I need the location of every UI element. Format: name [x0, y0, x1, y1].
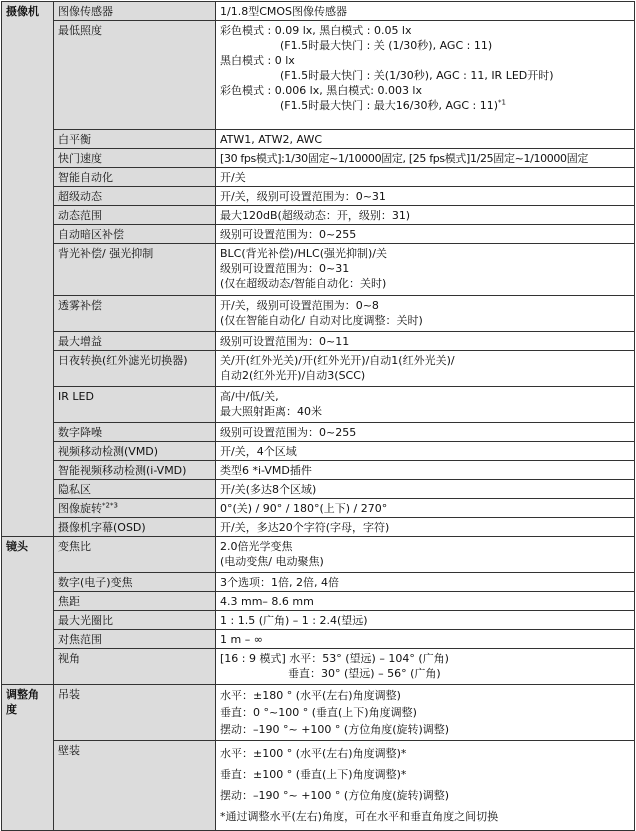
value-line: 4.3 mm– 8.6 mm [220, 595, 314, 608]
table-row [2, 187, 635, 206]
spec-name: 变焦比 [54, 537, 216, 573]
table-row [2, 649, 635, 685]
spec-value [216, 573, 635, 592]
value-line: 自动2(红外光开)/自动3(SCC) [220, 369, 366, 382]
spec-name: 图像传感器 [54, 2, 216, 21]
spec-value [216, 206, 635, 225]
value-line: 水平：±100 ° (水平(左右)角度调整)* [220, 747, 407, 760]
value-line: [16 : 9 模式] 水平：53° (望远) – 104° (广角) [220, 652, 449, 665]
spec-value [216, 130, 635, 149]
footnote-mark: *1 [498, 98, 506, 107]
spec-value [216, 537, 635, 573]
value-line: 摆动：–190 °~ +100 ° (方位角度(旋转)调整) [220, 789, 450, 802]
spec-value [216, 149, 635, 168]
spec-value [216, 461, 635, 480]
spec-name: 智能视频移动检测(i-VMD) [54, 461, 216, 480]
table-row [2, 480, 635, 499]
spec-name: 对焦范围 [54, 630, 216, 649]
value-line: 1 : 1.5 (广角) – 1 : 2.4(望远) [220, 614, 368, 627]
spec-value [216, 442, 635, 461]
spec-name: 视角 [54, 649, 216, 685]
spec-value [216, 244, 635, 296]
table-row [2, 537, 635, 573]
value-line: BLC(背光补偿)/HLC(强光抑制)/关 [220, 247, 388, 260]
value-line: ATW1, ATW2, AWC [220, 133, 322, 146]
table-row [2, 130, 635, 149]
value-line: 开/关，级别可设置范围为：0~31 [220, 190, 386, 203]
value-line: 开/关，4个区域 [220, 445, 297, 458]
table-row [2, 518, 635, 537]
footnote-mark: *2*3 [102, 501, 118, 510]
value-line: 开/关，级别可设置范围为：0~8 [220, 299, 379, 312]
spec-name: 最大增益 [54, 332, 216, 351]
spec-value [216, 423, 635, 442]
value-line: 开/关，多达20个字符(字母，字符) [220, 521, 390, 534]
spec-value [216, 168, 635, 187]
value-line: [30 fps模式]:1/30固定~1/10000固定, [25 fps模式]1/25固定~1/10000固定 [220, 152, 589, 165]
spec-sheet [1, 1, 635, 831]
value-line: 开/关(多达8个区域) [220, 483, 317, 496]
value-line: 级别可设置范围为：0~255 [220, 426, 357, 439]
value-line: 最大照射距离：40米 [220, 405, 322, 418]
spec-value [216, 21, 635, 130]
spec-value [216, 387, 635, 423]
value-line: 关/开(红外光关)/开(红外光开)/自动1(红外光关)/ [220, 354, 455, 367]
value-line: *通过调整水平(左右)角度，可在水平和垂直角度之间切换 [220, 810, 499, 823]
spec-value [216, 351, 635, 387]
spec-value [216, 296, 635, 332]
spec-name: 摄像机字幕(OSD) [54, 518, 216, 537]
spec-value [216, 499, 635, 518]
spec-name: 数字降噪 [54, 423, 216, 442]
spec-value [216, 187, 635, 206]
spec-value [216, 592, 635, 611]
spec-value [216, 480, 635, 499]
spec-value [216, 225, 635, 244]
value-line: 高/中/低/关, [220, 390, 279, 403]
value-line: 2.0倍光学变焦 [220, 540, 293, 553]
value-line: 垂直：±100 ° (垂直(上下)角度调整)* [220, 768, 407, 781]
table-row [2, 442, 635, 461]
spec-value [216, 649, 635, 685]
value-line: 级别可设置范围为：0~11 [220, 335, 350, 348]
spec-name: 焦距 [54, 592, 216, 611]
spec-value [216, 685, 635, 741]
table-row [2, 206, 635, 225]
value-line: (电动变焦/ 电动聚焦) [220, 555, 324, 568]
value-line: 彩色模式 : 0.006 lx, 黑白模式: 0.003 lx [220, 84, 423, 97]
value-line: 1/1.8型CMOS图像传感器 [220, 5, 348, 18]
value-line: 最大120dB(超级动态：开，级别：31) [220, 209, 411, 222]
value-line: 彩色模式 : 0.09 lx, 黑白模式 : 0.05 lx [220, 24, 412, 37]
table-row [2, 499, 635, 518]
value-line: 黑白模式 : 0 lx [220, 54, 295, 67]
value-line: 水平：±180 ° (水平(左右)角度调整) [220, 689, 401, 702]
value-line: 0°(关) / 90° / 180°(上下) / 270° [220, 502, 388, 515]
spec-name-text: 图像旋转 [58, 502, 102, 515]
category-lens: 镜头 [2, 537, 54, 685]
value-line: 级别可设置范围为：0~31 [220, 262, 350, 275]
table-row [2, 685, 635, 741]
spec-value [216, 611, 635, 630]
table-row [2, 351, 635, 387]
value-line: 垂直：30° (望远) – 56° (广角) [288, 667, 441, 680]
spec-name: 最大光圈比 [54, 611, 216, 630]
spec-name: IR LED [54, 387, 216, 423]
table-row [2, 2, 635, 21]
category-camera: 摄像机 [2, 2, 54, 537]
table-row [2, 168, 635, 187]
spec-value [216, 741, 635, 831]
spec-name: 背光补偿/ 强光抑制 [54, 244, 216, 296]
table-row [2, 149, 635, 168]
spec-name [54, 499, 216, 518]
value-line: 类型6 *i-VMD插件 [220, 464, 312, 477]
spec-name: 透雾补偿 [54, 296, 216, 332]
table-row [2, 225, 635, 244]
spec-name: 动态范围 [54, 206, 216, 225]
value-line: 摆动：–190 °~ +100 ° (方位角度(旋转)调整) [220, 723, 450, 736]
table-row [2, 741, 635, 831]
value-line: (仅在智能自动化/ 自动对比度调整：关时) [220, 314, 423, 327]
spec-name: 自动暗区补偿 [54, 225, 216, 244]
table-row [2, 387, 635, 423]
category-adjust-angle: 调整角度 [2, 685, 54, 831]
value-text: (F1.5时最大快门 : 最大16/30秒, AGC : 11) [280, 99, 499, 112]
value-line: 1 m – ∞ [220, 633, 263, 646]
spec-value [216, 332, 635, 351]
table-row [2, 592, 635, 611]
table-row [2, 573, 635, 592]
table-row [2, 423, 635, 442]
spec-name: 隐私区 [54, 480, 216, 499]
value-line: 开/关 [220, 171, 246, 184]
table-row [2, 611, 635, 630]
value-line [220, 98, 630, 113]
spec-name: 超级动态 [54, 187, 216, 206]
spec-name: 白平衡 [54, 130, 216, 149]
spec-value [216, 630, 635, 649]
spec-name: 日夜转换(红外滤光切换器) [54, 351, 216, 387]
spec-name: 数字(电子)变焦 [54, 573, 216, 592]
table-row [2, 461, 635, 480]
value-line: (F1.5时最大快门 : 关(1/30秒), AGC : 11, IR LED开时) [280, 69, 554, 82]
value-line: 垂直：0 °~100 ° (垂直(上下)角度调整) [220, 706, 417, 719]
table-row [2, 630, 635, 649]
table-row [2, 296, 635, 332]
value-line: 级别可设置范围为：0~255 [220, 228, 357, 241]
spec-name: 智能自动化 [54, 168, 216, 187]
value-line: (F1.5时最大快门 : 关 (1/30秒), AGC : 11) [280, 39, 493, 52]
spec-value [216, 518, 635, 537]
spec-name: 快门速度 [54, 149, 216, 168]
table-row [2, 244, 635, 296]
spec-name: 最低照度 [54, 21, 216, 130]
specification-table [1, 1, 635, 831]
spec-name: 壁装 [54, 741, 216, 831]
spec-name: 吊装 [54, 685, 216, 741]
value-line: 3个选项：1倍, 2倍, 4倍 [220, 576, 339, 589]
spec-value [216, 2, 635, 21]
table-row [2, 332, 635, 351]
spec-name: 视频移动检测(VMD) [54, 442, 216, 461]
table-row [2, 21, 635, 130]
value-line: (仅在超级动态/智能自动化：关时) [220, 277, 387, 290]
